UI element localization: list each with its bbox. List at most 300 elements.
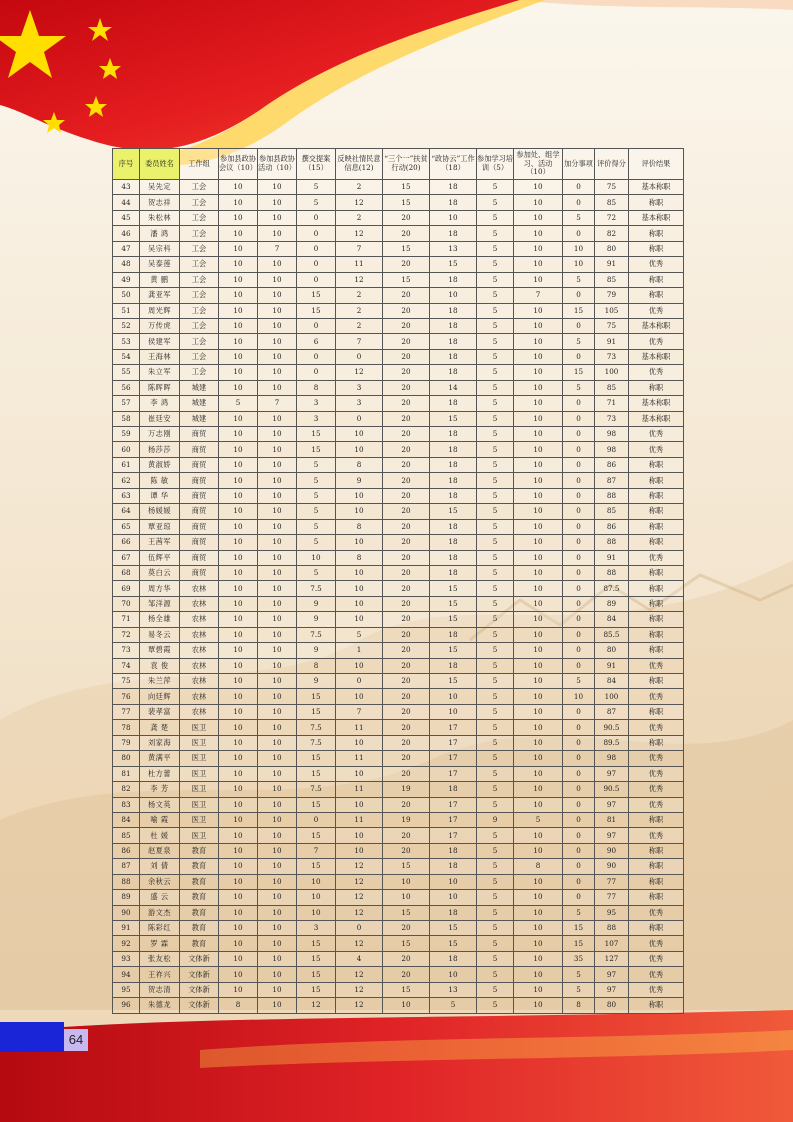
table-cell: 10: [514, 751, 563, 766]
table-cell: 10: [514, 565, 563, 580]
table-cell: 称职: [629, 504, 684, 519]
table-cell: 48: [113, 257, 140, 272]
table-cell: 农林: [180, 704, 219, 719]
table-cell: 97: [595, 766, 629, 781]
table-cell: 5: [477, 859, 514, 874]
table-cell: 10: [219, 674, 258, 689]
table-cell: 11: [336, 720, 383, 735]
table-cell: 5: [477, 535, 514, 550]
table-cell: 10: [430, 689, 477, 704]
table-row: [113, 272, 684, 287]
table-cell: 10: [336, 565, 383, 580]
table-cell: 10: [514, 210, 563, 225]
table-cell: 19: [383, 782, 430, 797]
table-cell: 53: [113, 334, 140, 349]
table-cell: 5: [297, 519, 336, 534]
table-cell: 12: [336, 905, 383, 920]
table-cell: 0: [563, 226, 595, 241]
table-cell: 基本称职: [629, 318, 684, 333]
table-cell: 17: [430, 751, 477, 766]
table-cell: 商贸: [180, 550, 219, 565]
table-cell: 95: [113, 982, 140, 997]
table-row: [113, 689, 684, 704]
table-cell: 80: [595, 643, 629, 658]
table-cell: 0: [563, 797, 595, 812]
table-cell: 5: [477, 365, 514, 380]
table-cell: 20: [383, 720, 430, 735]
table-cell: 5: [477, 674, 514, 689]
table-cell: 78: [113, 720, 140, 735]
table-cell: 10: [514, 396, 563, 411]
table-cell: 王祚兴: [140, 967, 180, 982]
table-cell: 赵夏泉: [140, 843, 180, 858]
table-cell: 85: [113, 828, 140, 843]
table-cell: 陈彩红: [140, 921, 180, 936]
table-cell: 89.5: [595, 735, 629, 750]
table-cell: 10: [219, 519, 258, 534]
table-cell: 医卫: [180, 828, 219, 843]
table-cell: 54: [113, 349, 140, 364]
table-cell: 杜方蕾: [140, 766, 180, 781]
table-cell: 5: [477, 782, 514, 797]
table-cell: 17: [430, 828, 477, 843]
table-cell: 55: [113, 365, 140, 380]
table-cell: 20: [383, 627, 430, 642]
table-cell: 15: [297, 704, 336, 719]
table-cell: 10: [383, 874, 430, 889]
table-cell: 10: [430, 704, 477, 719]
table-cell: 0: [563, 704, 595, 719]
table-row: [113, 674, 684, 689]
table-row: [113, 241, 684, 256]
table-cell: 0: [297, 812, 336, 827]
table-cell: 称职: [629, 380, 684, 395]
table-cell: 11: [336, 782, 383, 797]
table-cell: 贺志清: [140, 982, 180, 997]
table-cell: 5: [477, 951, 514, 966]
table-cell: 10: [219, 226, 258, 241]
table-cell: 谭 华: [140, 488, 180, 503]
table-cell: 96: [113, 998, 140, 1013]
table-cell: 10: [258, 318, 297, 333]
table-cell: 10: [258, 442, 297, 457]
table-cell: 称职: [629, 704, 684, 719]
table-cell: 优秀: [629, 905, 684, 920]
table-cell: 12: [336, 936, 383, 951]
table-cell: 5: [297, 504, 336, 519]
table-cell: 10: [383, 998, 430, 1013]
table-cell: 10: [219, 473, 258, 488]
table-cell: 称职: [629, 890, 684, 905]
table-cell: 医卫: [180, 782, 219, 797]
table-cell: 10: [563, 241, 595, 256]
table-cell: 5: [477, 689, 514, 704]
column-header: “政协云”工作（18）: [430, 149, 477, 180]
table-cell: 10: [258, 257, 297, 272]
table-cell: 10: [514, 982, 563, 997]
table-row: [113, 257, 684, 272]
table-cell: 10: [514, 735, 563, 750]
table-cell: 5: [297, 565, 336, 580]
table-cell: 10: [219, 427, 258, 442]
table-cell: 90: [595, 859, 629, 874]
column-header: 加分事项: [563, 149, 595, 180]
table-cell: 覃亚琼: [140, 519, 180, 534]
table-cell: 0: [563, 535, 595, 550]
table-cell: 10: [219, 735, 258, 750]
table-cell: 10: [258, 427, 297, 442]
table-cell: 92: [113, 936, 140, 951]
table-cell: 10: [258, 735, 297, 750]
table-cell: 工会: [180, 365, 219, 380]
table-cell: 龚 楚: [140, 720, 180, 735]
table-cell: 贺志祥: [140, 195, 180, 210]
table-cell: 72: [113, 627, 140, 642]
table-cell: 5: [477, 288, 514, 303]
table-cell: 15: [297, 797, 336, 812]
table-cell: 10: [258, 581, 297, 596]
table-row: [113, 612, 684, 627]
table-cell: 0: [563, 751, 595, 766]
table-cell: 基本称职: [629, 349, 684, 364]
table-cell: 裴孝富: [140, 704, 180, 719]
table-row: [113, 565, 684, 580]
table-cell: 称职: [629, 812, 684, 827]
table-cell: 20: [383, 658, 430, 673]
table-cell: 称职: [629, 195, 684, 210]
table-cell: 0: [563, 195, 595, 210]
table-cell: 5: [477, 720, 514, 735]
table-cell: 0: [297, 241, 336, 256]
table-cell: 6: [297, 334, 336, 349]
table-cell: 10: [258, 365, 297, 380]
table-cell: 10: [514, 658, 563, 673]
table-cell: 刘家海: [140, 735, 180, 750]
table-cell: 45: [113, 210, 140, 225]
table-cell: 15: [297, 689, 336, 704]
table-cell: 陈晖晖: [140, 380, 180, 395]
table-cell: 10: [430, 210, 477, 225]
table-cell: 0: [563, 565, 595, 580]
table-cell: 5: [477, 735, 514, 750]
table-cell: 10: [514, 380, 563, 395]
table-row: [113, 658, 684, 673]
table-cell: 10: [258, 828, 297, 843]
table-cell: 67: [113, 550, 140, 565]
table-row: [113, 442, 684, 457]
table-cell: 20: [383, 643, 430, 658]
table-cell: 5: [477, 612, 514, 627]
table-cell: 教育: [180, 890, 219, 905]
table-row: [113, 859, 684, 874]
column-header: 评价结果: [629, 149, 684, 180]
table-cell: 10: [258, 488, 297, 503]
table-cell: 98: [595, 751, 629, 766]
table-cell: 91: [595, 334, 629, 349]
table-cell: 20: [383, 797, 430, 812]
table-cell: 游文杰: [140, 905, 180, 920]
table-cell: 72: [595, 210, 629, 225]
table-cell: 15: [297, 982, 336, 997]
table-cell: 7: [297, 843, 336, 858]
table-cell: 10: [336, 735, 383, 750]
table-cell: 10: [219, 720, 258, 735]
table-cell: 20: [383, 226, 430, 241]
table-cell: 5: [297, 488, 336, 503]
table-cell: 优秀: [629, 257, 684, 272]
table-cell: 20: [383, 596, 430, 611]
table-cell: 朱德龙: [140, 998, 180, 1013]
table-cell: 89: [113, 890, 140, 905]
table-cell: 10: [336, 581, 383, 596]
table-cell: 10: [258, 504, 297, 519]
table-cell: 43: [113, 180, 140, 195]
table-cell: 10: [258, 195, 297, 210]
table-cell: 0: [297, 226, 336, 241]
table-cell: 10: [219, 828, 258, 843]
table-cell: 商贸: [180, 504, 219, 519]
table-cell: 10: [219, 921, 258, 936]
table-cell: 0: [563, 828, 595, 843]
table-cell: 20: [383, 303, 430, 318]
table-cell: 0: [297, 365, 336, 380]
table-cell: 15: [563, 365, 595, 380]
table-row: [113, 318, 684, 333]
table-cell: 10: [514, 535, 563, 550]
table-cell: 100: [595, 689, 629, 704]
table-cell: 10: [219, 504, 258, 519]
table-cell: 工会: [180, 272, 219, 287]
table-cell: 10: [219, 874, 258, 889]
table-cell: 52: [113, 318, 140, 333]
table-row: [113, 210, 684, 225]
table-cell: 称职: [629, 643, 684, 658]
table-cell: 56: [113, 380, 140, 395]
table-cell: 10: [258, 457, 297, 472]
table-cell: 5: [477, 998, 514, 1013]
table-cell: 18: [430, 318, 477, 333]
table-cell: 20: [383, 704, 430, 719]
table-cell: 66: [113, 535, 140, 550]
table-cell: 10: [514, 318, 563, 333]
table-cell: 10: [430, 890, 477, 905]
table-row: [113, 427, 684, 442]
table-cell: 吴先定: [140, 180, 180, 195]
table-body: [113, 180, 684, 1014]
table-cell: 5: [477, 828, 514, 843]
column-header: 参加县政协活动（10）: [258, 149, 297, 180]
table-cell: 20: [383, 473, 430, 488]
table-cell: 医卫: [180, 735, 219, 750]
table-cell: 15: [430, 643, 477, 658]
table-cell: 10: [514, 457, 563, 472]
table-cell: 5: [477, 627, 514, 642]
table-row: [113, 581, 684, 596]
table-cell: 18: [430, 303, 477, 318]
table-cell: 称职: [629, 921, 684, 936]
table-cell: 10: [258, 210, 297, 225]
table-cell: 17: [430, 812, 477, 827]
table-cell: 5: [477, 272, 514, 287]
table-cell: 10: [514, 936, 563, 951]
table-cell: 5: [477, 226, 514, 241]
table-row: [113, 457, 684, 472]
table-cell: 10: [514, 905, 563, 920]
table-row: [113, 782, 684, 797]
table-cell: 62: [113, 473, 140, 488]
table-cell: 3: [336, 380, 383, 395]
table-cell: 87: [595, 704, 629, 719]
table-cell: 90: [113, 905, 140, 920]
table-cell: 20: [383, 921, 430, 936]
table-cell: 87: [113, 859, 140, 874]
table-row: [113, 936, 684, 951]
table-cell: 5: [477, 565, 514, 580]
table-cell: 15: [430, 257, 477, 272]
table-cell: 5: [477, 180, 514, 195]
table-cell: 15: [383, 241, 430, 256]
table-cell: 莫白云: [140, 565, 180, 580]
table-cell: 文体新: [180, 982, 219, 997]
table-cell: 20: [383, 967, 430, 982]
table-cell: 15: [563, 936, 595, 951]
column-header: 反映社情民意信息(12): [336, 149, 383, 180]
table-cell: 15: [430, 504, 477, 519]
table-cell: 95: [595, 905, 629, 920]
table-cell: 7: [336, 334, 383, 349]
table-cell: 2: [336, 288, 383, 303]
table-cell: 10: [219, 627, 258, 642]
table-cell: 10: [336, 504, 383, 519]
table-cell: 10: [258, 689, 297, 704]
table-cell: 10: [514, 272, 563, 287]
table-cell: 5: [477, 581, 514, 596]
table-cell: 10: [258, 982, 297, 997]
table-cell: 15: [297, 303, 336, 318]
table-cell: 5: [477, 658, 514, 673]
table-cell: 10: [430, 967, 477, 982]
table-cell: 0: [563, 843, 595, 858]
table-cell: 63: [113, 488, 140, 503]
table-cell: 0: [563, 766, 595, 781]
table-cell: 朱兰萍: [140, 674, 180, 689]
table-cell: 20: [383, 504, 430, 519]
table-cell: 20: [383, 411, 430, 426]
table-cell: 10: [514, 303, 563, 318]
column-header: 评价得分: [595, 149, 629, 180]
table-cell: 65: [113, 519, 140, 534]
table-cell: 10: [219, 951, 258, 966]
table-cell: 4: [336, 951, 383, 966]
table-cell: 61: [113, 457, 140, 472]
table-row: [113, 519, 684, 534]
table-cell: 10: [219, 210, 258, 225]
table-cell: 80: [113, 751, 140, 766]
table-cell: 20: [383, 442, 430, 457]
table-cell: 10: [258, 658, 297, 673]
table-cell: 称职: [629, 998, 684, 1013]
table-row: [113, 951, 684, 966]
table-cell: 称职: [629, 457, 684, 472]
table-cell: 10: [258, 782, 297, 797]
table-cell: 10: [258, 349, 297, 364]
table-cell: 10: [219, 288, 258, 303]
table-cell: 10: [219, 550, 258, 565]
table-cell: 0: [563, 519, 595, 534]
table-cell: 0: [563, 627, 595, 642]
table-cell: 0: [563, 643, 595, 658]
table-cell: 10: [514, 334, 563, 349]
table-cell: 向廷辉: [140, 689, 180, 704]
table-cell: 工会: [180, 334, 219, 349]
table-cell: 10: [258, 751, 297, 766]
table-cell: 10: [219, 596, 258, 611]
table-cell: 10: [336, 442, 383, 457]
table-cell: 73: [595, 349, 629, 364]
column-header: “三个一”扶贫行动(20): [383, 149, 430, 180]
table-cell: 5: [477, 643, 514, 658]
table-cell: 20: [383, 210, 430, 225]
table-cell: 10: [258, 519, 297, 534]
table-cell: 20: [383, 612, 430, 627]
table-cell: 黄淑娇: [140, 457, 180, 472]
table-cell: 3: [297, 411, 336, 426]
table-cell: 7.5: [297, 720, 336, 735]
table-cell: 8: [297, 380, 336, 395]
table-cell: 10: [514, 720, 563, 735]
table-cell: 10: [514, 427, 563, 442]
table-cell: 9: [336, 473, 383, 488]
table-cell: 10: [219, 180, 258, 195]
table-cell: 18: [430, 457, 477, 472]
table-cell: 0: [563, 658, 595, 673]
table-cell: 84: [595, 674, 629, 689]
table-cell: 优秀: [629, 427, 684, 442]
table-cell: 5: [219, 396, 258, 411]
table-cell: 18: [430, 859, 477, 874]
table-cell: 15: [297, 951, 336, 966]
table-cell: 20: [383, 951, 430, 966]
table-cell: 易冬云: [140, 627, 180, 642]
table-cell: 吴泰莲: [140, 257, 180, 272]
table-cell: 18: [430, 843, 477, 858]
table-cell: 5: [297, 195, 336, 210]
table-cell: 5: [336, 627, 383, 642]
table-cell: 5: [563, 905, 595, 920]
table-cell: 86: [595, 457, 629, 472]
page-number: 64: [64, 1029, 88, 1051]
table-cell: 10: [219, 457, 258, 472]
table-cell: 5: [430, 998, 477, 1013]
table-cell: 工会: [180, 195, 219, 210]
table-cell: 91: [595, 257, 629, 272]
table-cell: 0: [297, 272, 336, 287]
table-cell: 20: [383, 334, 430, 349]
table-cell: 20: [383, 550, 430, 565]
table-cell: 10: [219, 488, 258, 503]
table-cell: 15: [297, 967, 336, 982]
table-row: [113, 365, 684, 380]
table-cell: 15: [383, 195, 430, 210]
table-cell: 7.5: [297, 782, 336, 797]
table-cell: 教育: [180, 905, 219, 920]
table-cell: 0: [563, 288, 595, 303]
table-cell: 80: [595, 998, 629, 1013]
table-cell: 20: [383, 581, 430, 596]
table-cell: 0: [336, 349, 383, 364]
table-cell: 5: [477, 318, 514, 333]
table-row: [113, 349, 684, 364]
